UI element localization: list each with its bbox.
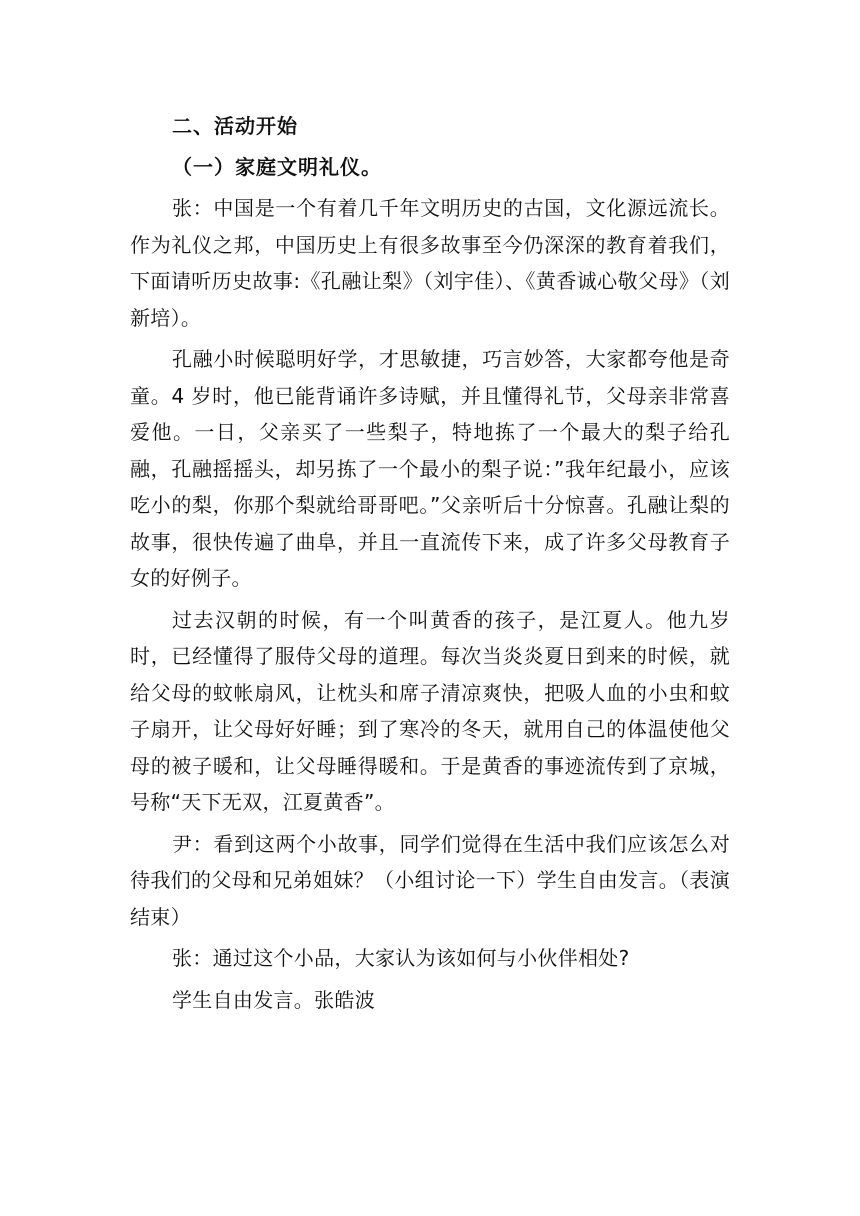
subsection-heading: （一）家庭文明礼仪。: [172, 155, 382, 179]
paragraph-skit-question: 张：通过这个小品，大家认为该如何与小伙伴相处?: [172, 946, 630, 970]
paragraph-intro: 张：中国是一个有着几千年文明历史的古国，文化源远流长。作为礼仪之邦，中国历史上有很多故事至今仍深深的教育着我们，下面请听历史故事:《孔融让梨》（刘宇佳）、《黄香诚心敬父母》（刘新培）。: [130, 196, 730, 330]
paragraph-discussion-prompt: 尹：看到这两个小故事，同学们觉得在生活中我们应该怎么对待我们的父母和兄弟姐妹？（小组讨论一下）学生自由发言。（表演结束）: [130, 831, 730, 929]
paragraph-student-speech: 学生自由发言。张皓波: [172, 987, 375, 1012]
section-heading: 二、活动开始: [172, 114, 298, 138]
paragraph-huangxiang-story: 过去汉朝的时候，有一个叫黄香的孩子，是江夏人。他九岁时，已经懂得了服侍父母的道理。每次当炎炎夏日到来的时候，就给父母的蚊帐扇风，让枕头和席子清凉爽快，把吸人血的小虫和蚊子扇开，让父母好好睡；到了寒冷的冬天，就用自己的体温使他父母的被子暖和，让父母睡得暖和。于是黄香的事迹流传到了京城，号称“天下无双，江夏黄香”。: [130, 607, 730, 814]
paragraph-kongrong-story: 孔融小时候聪明好学，才思敏捷，巧言妙答，大家都夸他是奇童。4 岁时，他已能背诵许多诗赋，并且懂得礼节，父母亲非常喜爱他。一日，父亲买了一些梨子，特地拣了一个最大的梨子给孔融，孔融摇摇头，却另拣了一个最小的梨子说：”我年纪最小，应该吃小的梨，你那个梨就给哥哥吧。”父亲听后十分惊喜。孔融让梨的故事，很快传遍了曲阜，并且一直流传下来，成了许多父母教育子女的好例子。: [130, 347, 730, 590]
document-page: [130, 108, 730, 1023]
